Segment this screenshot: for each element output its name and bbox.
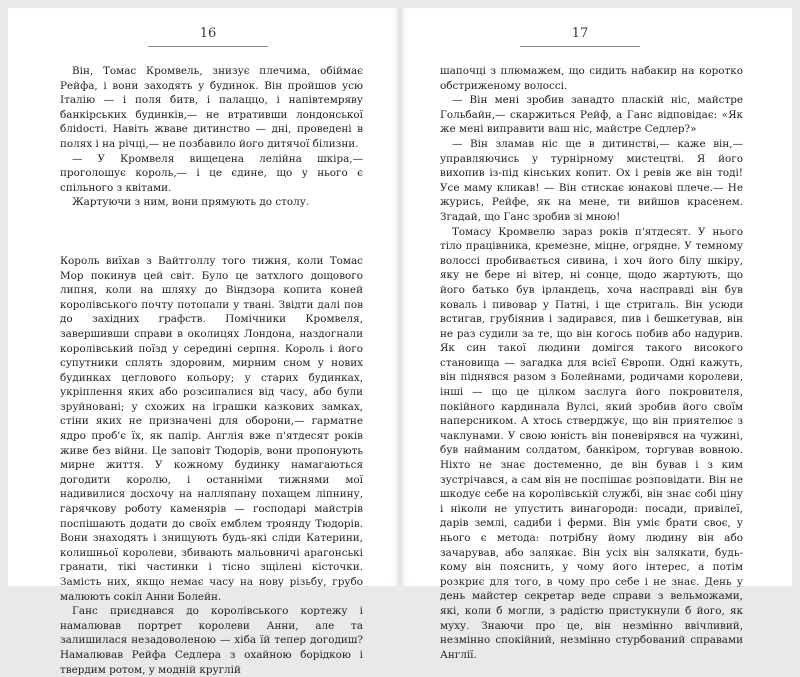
paragraph: Ганс приєднався до королівського кортежу і намалював портрет королеви Анни, але та залишилася незадоволеною — хіба їй тепер догодиш? Намалював Рейфа Седлера з охайною борідкою і твердим ротом, у модній круглій bbox=[60, 605, 363, 676]
paragraph: Король виїхав з Вайтголлу того тижня, коли Томас Мор покинув цей світ. Було це затхлого дощового липня, коли на шляху до Віндзора копита коней королівського почту потопали у твані. Звідти далі пов до західних графств. Помічники Кромвеля, завершивши справи в околицях Лондона, наздогнали королівський поїзд у середині серпня. Король і його супутники сплять здоровим, мирним сном у нових будинках цеглового кольору; у старих будинках, укріплення яких або розсипалися від часу, або були зруйновані; у схожих на іграшки казкових замках, стіни яких не призначені для оборони,— гарматне ядро проб'є їх, як папір. Англія вже п'ятдесят років живе без війни. Це заповіт Тюдорів, вони пропонують мирне життя. У кожному будинку намагаються догодити королю, і останніми тижнями мої надивилися досхочу на налляпану похащем ліпнину, гарячкову роботу каменярів — господарі майстрів поспішають додати до своїх емблем троянду Тюдорів. Вони знаходять і знищують будь-які сліди Катерини, колишньої королеви, збивають мальовничі арагонські гранати, тікі частинки і тісно зщілені кісточки. Замість них, якщо немає часу на нову різьбу, грубо малюють сокіл Анни Болейн. bbox=[60, 254, 363, 603]
right-page-number: 17 bbox=[571, 26, 589, 41]
left-header-rule bbox=[148, 46, 268, 47]
paragraph: — Він мені зробив занадто пласкій ніс, майстре Гольбайн,— скаржиться Рейф, а Ганс відповідає: «Як же мені виправити ваш ніс, майстре Седлер?» bbox=[440, 94, 743, 136]
paragraph: — У Кромвеля вищецена лелійна шкіра,— проголошує король,— і це єдине, що у нього є спільного з квітами. bbox=[60, 152, 363, 194]
paragraph: шапочці з плюмажем, що сидить набакир на коротко обстриженому волоссі. bbox=[440, 65, 743, 92]
paragraph: Він, Томас Кромвель, знизує плечима, обіймає Рейфа, і вони заходять у будинок. Він пройшов усю Італію — і поля битв, і палаццо, і напівтемряву банкірських будинків,— не втративши лондонської бліdості. Навіть жваве дитинство — дні, проведені в полях і на річці,— не позбавило його дитячої білизни. bbox=[60, 65, 363, 150]
right-page bbox=[400, 8, 792, 661]
paragraph: Жартуючи з ним, вони прямують до столу. bbox=[72, 196, 310, 209]
left-page-text bbox=[60, 64, 363, 677]
paragraph: Томасу Кромвелю зараз років п'ятдесят. У нього тіло працівника, кремезне, міцне, огрядне. У темному волоссі пробивається сивина, і хоч його білу шкіру, яку не бере ні вітер, ні сонце, щодо жартують, що його батько був ірландець, хоча насправді він був коваль і пивовар у Патні, і ще стригаль. Він усюди встигав, грубіянив і задирався, пив і бешкетував, він не раз судили за те, що він когось побив або надурив. Як син такої людини домігся такого високого становища — загадка для всієї Європи. Одні кажуть, він піднявся разом з Болейнами, родичами королеви, інші — що це цілком заслуга його покровителя, покійного кардинала Вулсі, який зробив його своїм наперсником. А хтось стверджує, що він приятелює з чаклунами. У свою юність він поневірявся на чужині, був найманим солдатом, банкіром, торгував вовною. Ніхто не знає достеменно, де він бував і з ким зустрічався, а сам він не поспішає розповідати. Він не шкодує себе на королівській службі, він знає собі ціну і ніколи не упустить винагороди: посади, привілеї, дарів землі, садиби і ферми. Він уміє брати своє, у нього є метода: потрібну йому людину він або зачарував, або залякає. Він усіх він залякати, будь-кому він пояснить, у чому його інтерес, а потім розкриє для того, в чому про себе і не знає. День у день майстер секретар веде справи з вельможами, які, коли б могли, з радістю пристукнули б його, як муху. Знаючи про це, він незмінно ввічливий, незмінно спокійний, незмінно стурбований справами Англії. bbox=[440, 225, 743, 661]
book-spread bbox=[8, 8, 792, 676]
left-page-number: 16 bbox=[199, 26, 217, 41]
right-page-text bbox=[440, 64, 743, 662]
paragraph: — Він зламав ніс ще в дитинстві,— каже він,— управляючись у турнірному мистецтві. Я його вихопив із-під кінських копит. Ох і ревів же він тоді! Усе маму кликав! — Він стискає юнакові плече.— Не журись, Рейфе, як на мене, ти вийшов красенем. Згадай, що Ганс зробив зі мною! bbox=[440, 137, 743, 223]
left-page bbox=[8, 8, 400, 676]
right-header-rule bbox=[520, 46, 640, 47]
